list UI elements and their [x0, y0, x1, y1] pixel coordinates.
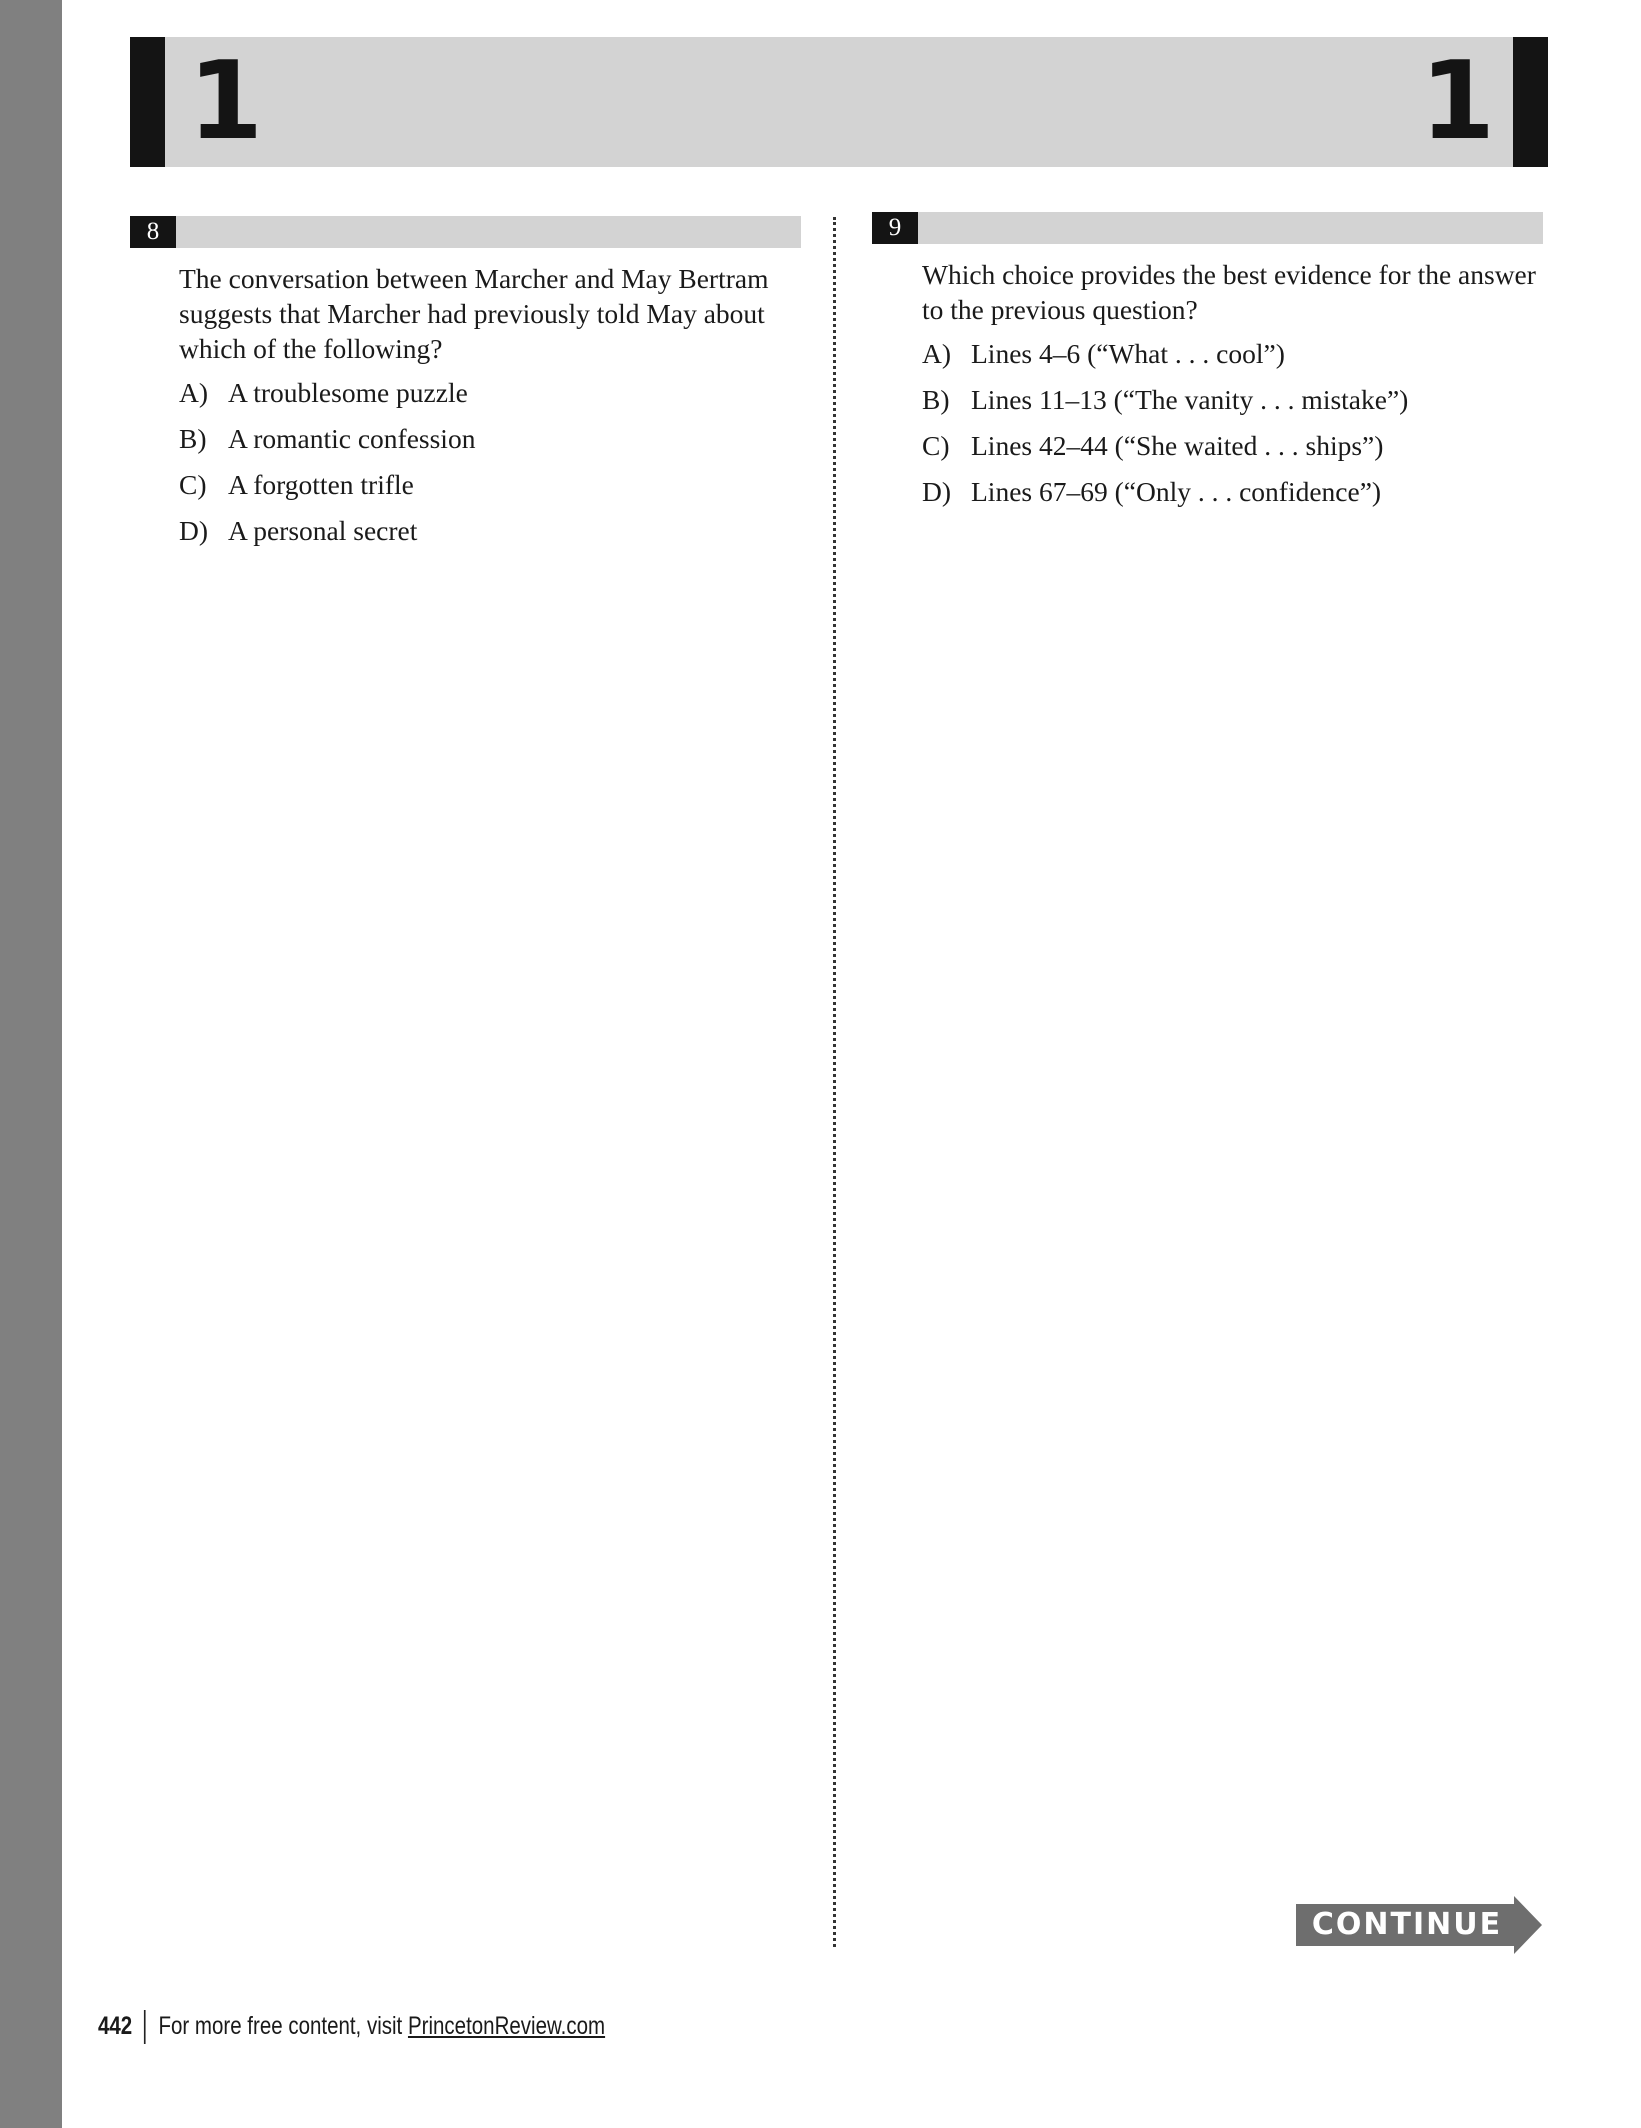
option-text: Lines 11–13 (“The vanity . . . mistake”) [971, 384, 1409, 415]
option-letter: D) [922, 476, 952, 507]
option-letter: D) [179, 515, 209, 546]
option-letter: B) [179, 423, 207, 454]
option-text: Lines 42–44 (“She waited . . . ships”) [971, 430, 1384, 461]
princeton-review-link[interactable]: PrincetonReview.com [407, 2012, 606, 2040]
section-marker-left [130, 37, 165, 167]
section-number-left: 1 [188, 39, 264, 164]
option-letter: C) [922, 430, 950, 461]
option-letter: B) [922, 384, 950, 415]
question-9-stem: Which choice provides the best evidence for the answer to the previous question? [922, 259, 1536, 325]
section-number-right: 1 [1420, 39, 1496, 164]
option-letter: A) [179, 377, 209, 408]
column-divider [833, 217, 836, 1947]
footer-text: For more free content, visit [158, 2012, 408, 2040]
question-8-option-c[interactable] [179, 467, 414, 502]
page-edge-strip [0, 0, 62, 2128]
section-marker-right [1513, 37, 1548, 167]
option-text: A troublesome puzzle [228, 377, 468, 408]
page-number: 442 [98, 2012, 133, 2040]
option-text: A romantic confession [228, 423, 476, 454]
question-9-option-d[interactable] [922, 474, 1381, 509]
question-number: 8 [130, 216, 176, 248]
continue-button[interactable] [1296, 1896, 1542, 1954]
question-number: 9 [872, 212, 918, 244]
question-8-option-d[interactable] [179, 513, 417, 548]
option-text: Lines 67–69 (“Only . . . confidence”) [971, 476, 1382, 507]
continue-label: CONTINUE [1311, 1907, 1503, 1942]
option-text: A forgotten trifle [228, 469, 414, 500]
question-9-option-b[interactable] [922, 382, 1408, 417]
question-8-header [130, 216, 801, 248]
section-header [130, 37, 1548, 167]
option-letter: A) [922, 338, 952, 369]
question-8-option-a[interactable] [179, 375, 468, 410]
question-9-option-c[interactable] [922, 428, 1383, 463]
question-9-header [872, 212, 1543, 244]
page-footer [98, 2008, 605, 2044]
option-letter: C) [179, 469, 207, 500]
option-text: A personal secret [228, 515, 418, 546]
option-text: Lines 4–6 (“What . . . cool”) [971, 338, 1285, 369]
question-9-option-a[interactable] [922, 336, 1285, 371]
question-8-option-b[interactable] [179, 421, 475, 456]
question-8-stem: The conversation between Marcher and May Bertram suggests that Marcher had previously told May about which of the following? [179, 263, 769, 364]
footer-divider [144, 2010, 146, 2044]
